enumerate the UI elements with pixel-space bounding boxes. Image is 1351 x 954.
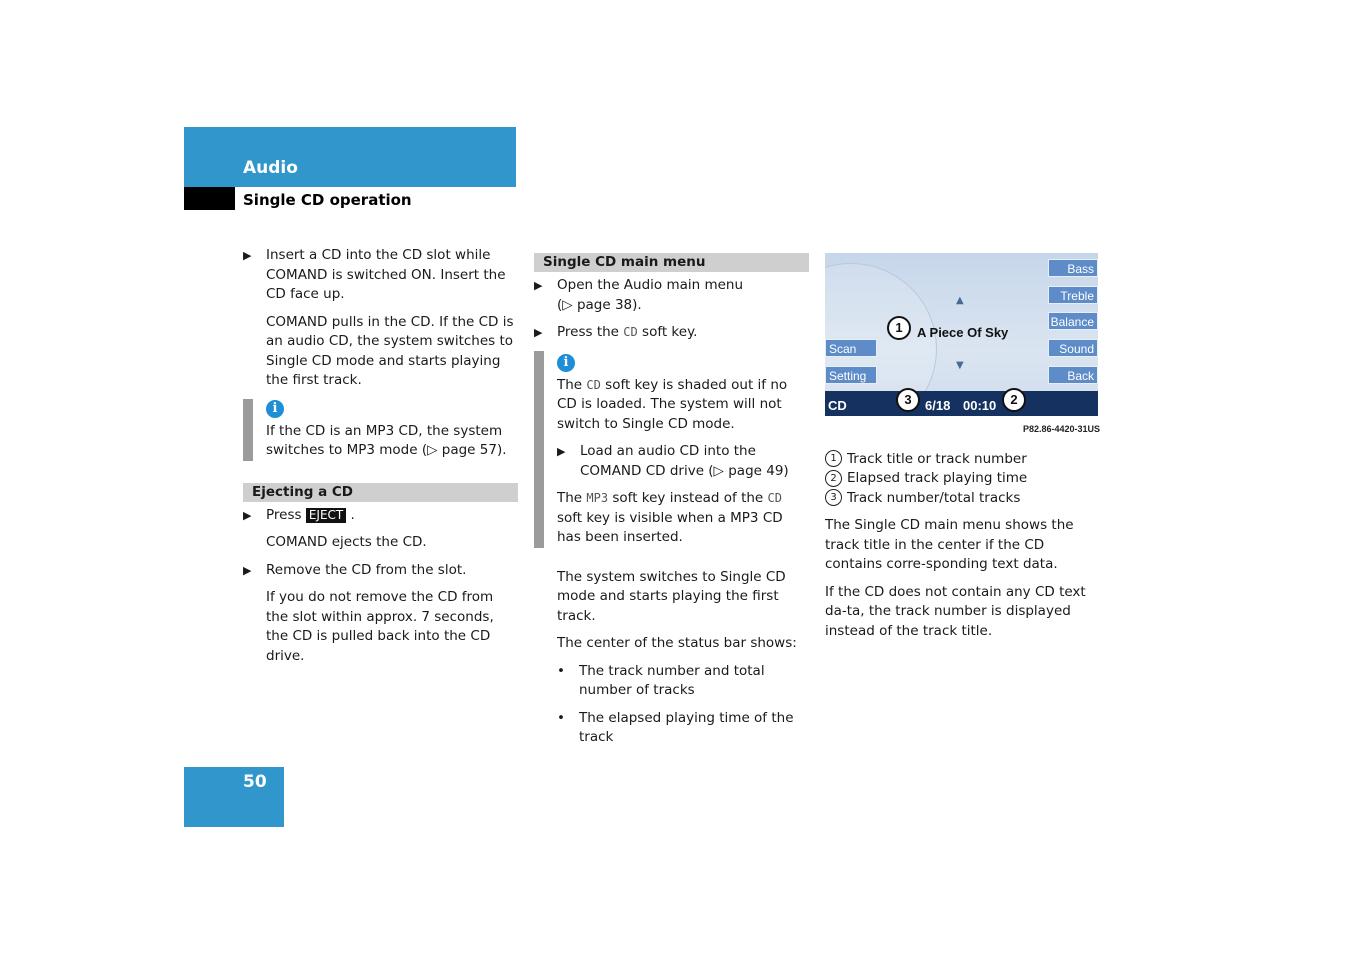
step-arrow-icon: ▶ [243,563,252,577]
legend-text: Track number/total tracks [847,489,1021,506]
step-arrow-icon: ▶ [534,279,543,292]
info-bar [534,351,544,548]
status-elapsed-time: 00:10 [963,398,997,413]
bullet-dot: • [557,662,565,679]
info-step-load-cd [557,442,809,481]
step-text: Open the Audio main menu [557,277,744,293]
bullet-dot: • [557,709,565,726]
subsection-title: Single CD operation [243,191,412,209]
column-middle [534,253,809,756]
heading-ejecting-cd: Ejecting a CD [243,483,518,502]
paragraph: If you do not remove the CD from the slot within approx. 7 seconds, the CD is pulled back into the CD drive. [266,589,494,664]
step-text-ref: (▷ page 38). [557,296,642,313]
softkey-sound[interactable]: Sound [1048,339,1098,357]
softkey-balance[interactable]: Balance [1048,312,1098,330]
eject-key: EJECT [306,508,346,523]
legend-text: Track title or track number [847,450,1027,467]
legend-number: 1 [825,450,842,467]
legend-item [825,450,1100,470]
column-right [825,253,1100,649]
list-item [534,662,809,701]
header-tab-marker [184,187,235,210]
column-left [243,246,518,674]
cd-softkey-label: CD [586,377,601,392]
list-item-text: The elapsed playing time of the track [579,709,794,745]
paragraph: The center of the status bar shows: [557,635,797,651]
cd-softkey-label: CD [623,325,638,339]
status-bar [825,391,1098,416]
scroll-down-icon[interactable]: ▼ [956,360,964,371]
heading-single-cd-main-menu: Single CD main menu [534,253,809,272]
scroll-up-icon[interactable]: ▲ [956,295,964,306]
page-number-band [184,767,284,827]
softkey-setting[interactable]: Setting [825,366,877,384]
step-arrow-icon: ▶ [557,445,566,458]
step-arrow-icon: ▶ [534,326,543,339]
step-text: Press [266,506,302,523]
step-arrow-icon: ▶ [243,508,252,522]
info-icon: i [557,354,575,372]
legend-number: 2 [825,470,842,487]
section-title: Audio [243,158,298,178]
step-insert-cd [243,246,518,305]
step-remove-cd [243,561,518,581]
step-text: Load an audio CD into the COMAND CD drive (▷ page 49) [580,443,789,479]
paragraph: The Single CD main menu shows the track title in the center if the CD contains corre-sponding text data. [825,517,1074,572]
callout-1: 1 [887,316,911,340]
comand-screen [825,253,1098,416]
softkey-bass[interactable]: Bass [1048,259,1098,277]
legend-number: 3 [825,489,842,506]
info-text [557,376,809,435]
status-track-count: 6/18 [925,398,951,413]
step-press-cd-softkey [534,323,809,343]
paragraph: If the CD does not contain any CD text da-ta, the track number is displayed instead of the track title. [825,583,1086,639]
info-bar [243,399,253,461]
track-title: A Piece Of Sky [917,325,1009,340]
info-note [534,351,809,548]
step-text: Remove the CD from the slot. [266,561,467,578]
step-text: Press the [557,324,619,340]
info-text-start: The [557,376,583,393]
legend-item [825,469,1100,489]
softkey-back[interactable]: Back [1048,366,1098,384]
softkey-treble[interactable]: Treble [1048,286,1098,304]
list-item-text: The track number and total number of tracks [579,662,765,698]
info-note [243,399,518,461]
step-text: Insert a CD into the CD slot while COMAND is switched ON. Insert the CD face up. [266,247,506,302]
paragraph: The system switches to Single CD mode and starts playing the first track. [557,568,786,624]
page-number: 50 [243,772,267,792]
paragraph: COMAND ejects the CD. [266,534,427,550]
step-text-end: soft key. [642,324,698,340]
step-text-end: . [350,506,355,523]
step-open-audio-menu [534,276,809,315]
callout-2: 2 [1002,388,1026,412]
list-item [534,709,809,748]
status-source: CD [828,398,847,413]
info-text-end: soft key is visible when a MP3 CD has been inserted. [557,509,783,545]
info-text: If the CD is an MP3 CD, the system switches to MP3 mode (▷ page 57). [266,422,507,458]
info-text-mid: soft key instead of the [612,490,764,506]
info-text-mp3 [557,489,809,548]
info-text-end: soft key is shaded out if no CD is loaded. The system will not switch to Single CD mode. [557,376,788,432]
legend-text: Elapsed track playing time [847,470,1028,486]
info-icon: i [266,400,284,418]
callout-3: 3 [896,388,920,412]
paragraph: COMAND pulls in the CD. If the CD is an audio CD, the system switches to Single CD mode and starts playing the first track. [266,313,514,388]
info-text-start: The [557,490,583,506]
step-arrow-icon: ▶ [243,249,252,262]
legend-item [825,489,1100,509]
cd-softkey-label: CD [767,491,782,505]
mp3-softkey-label: MP3 [586,491,609,505]
header-band [184,127,516,187]
figure-reference: P82.86-4420-31US [1022,424,1100,434]
step-press-eject [243,506,518,526]
softkey-scan[interactable]: Scan [825,339,877,357]
